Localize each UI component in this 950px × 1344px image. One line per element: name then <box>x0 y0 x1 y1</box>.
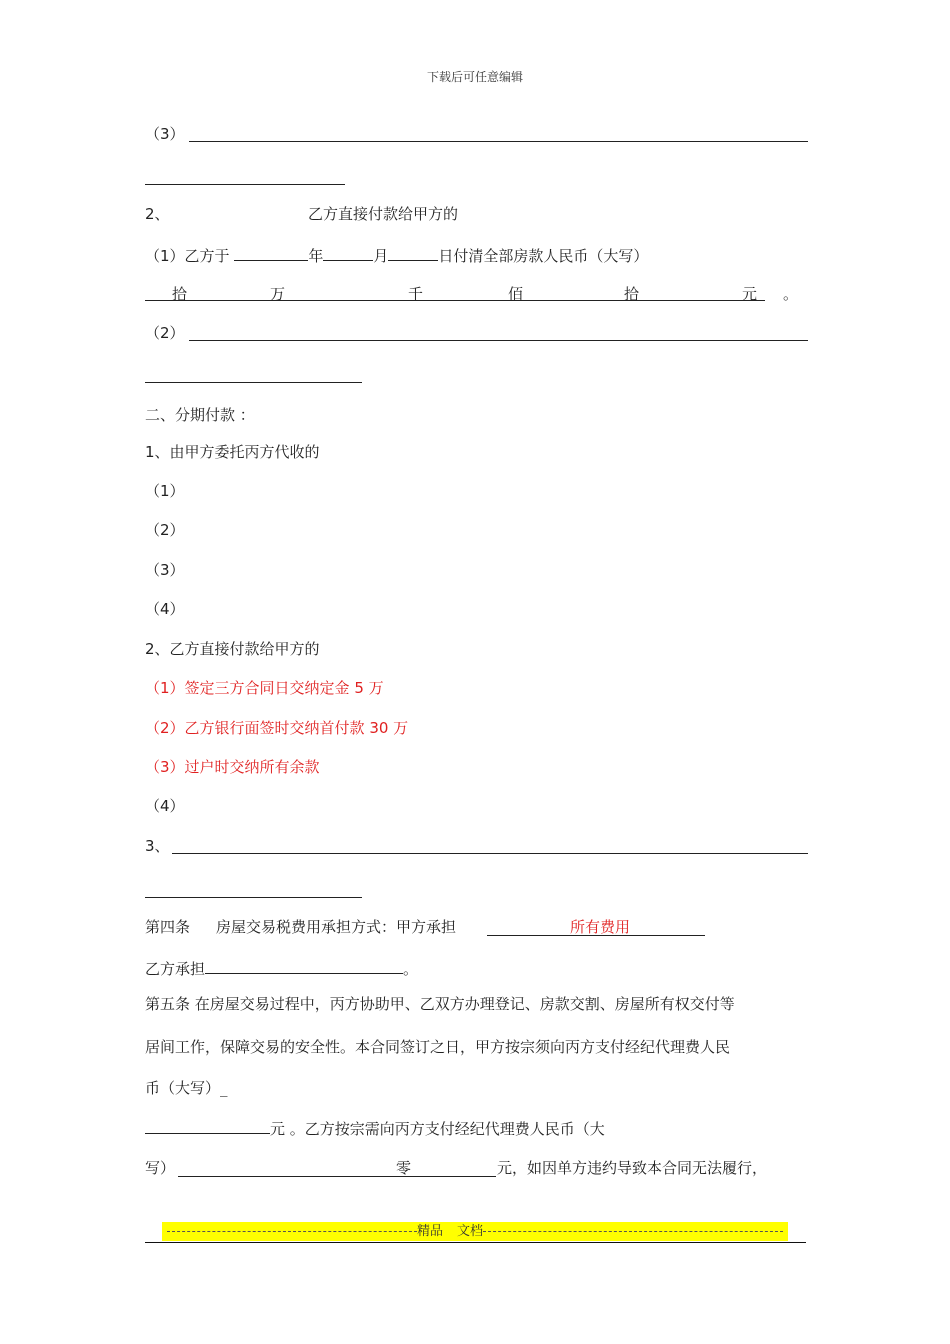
section-3-heading: 3、 <box>145 837 170 855</box>
list-item-red: （3）过户时交纳所有余款 <box>145 758 320 776</box>
article-5-line-3: 币（大写）_ <box>145 1079 228 1097</box>
divider <box>167 1231 417 1232</box>
item-3-line <box>145 124 185 144</box>
fill-zero: 零 <box>396 1159 412 1177</box>
footer-rule <box>145 1242 806 1243</box>
amount-unit-yuan: 元 <box>742 285 758 303</box>
underline <box>145 184 345 185</box>
blank <box>145 1117 270 1134</box>
amount-unit-qian: 千 <box>408 285 424 303</box>
underline <box>178 1176 496 1177</box>
article-4-line <box>145 917 456 937</box>
article-5-line-1: 第五条 在房屋交易过程中，丙方协助甲、乙双方办理登记、房款交割、房屋所有权交付等 <box>145 995 735 1013</box>
text-segment: 月 <box>373 247 389 265</box>
amount-end: 。 <box>783 285 799 303</box>
item-2-line <box>145 323 185 343</box>
article-5-line-5-end: 元，如因单方违约导致本合同无法履行， <box>497 1159 768 1177</box>
article-number: 第四条 <box>145 918 191 936</box>
text-segment: 房屋交易税费用承担方式：甲方承担 <box>216 918 457 936</box>
amount-underline <box>145 300 765 301</box>
list-item: （3） <box>145 561 185 579</box>
section-2-title <box>308 204 458 224</box>
amount-unit-bai: 佰 <box>508 285 524 303</box>
underline <box>189 340 808 341</box>
underline <box>145 382 362 383</box>
month-blank <box>323 244 373 261</box>
divider <box>483 1231 783 1232</box>
section-number: 2、 <box>145 205 170 223</box>
text-segment: 元 。乙方按宗需向丙方支付经纪代理费人民币（大 <box>270 1120 605 1138</box>
amount-unit-wan: 万 <box>270 285 286 303</box>
list-item: （4） <box>145 600 185 618</box>
article-5-line-5 <box>145 1158 175 1178</box>
page-header: 下载后可任意编辑 <box>426 70 523 84</box>
day-blank <box>388 244 438 261</box>
list-item: （2） <box>145 521 185 539</box>
section-2-heading <box>145 204 170 224</box>
text-segment: （1）乙方于 <box>145 247 230 265</box>
section-2b-heading: 2、乙方直接付款给甲方的 <box>145 640 320 658</box>
amount-unit-shi: 拾 <box>172 285 188 303</box>
underline <box>189 141 808 142</box>
text-segment: 年 <box>308 247 324 265</box>
list-item-red: （1）签定三方合同日交纳定金 5 万 <box>145 679 384 697</box>
text-segment: 写） <box>145 1159 176 1177</box>
article-4-fill: 所有费用 <box>570 918 631 936</box>
list-item: （4） <box>145 797 185 815</box>
section-title: 乙方直接付款给甲方的 <box>308 205 459 223</box>
footer-text: 文档 <box>457 1224 484 1239</box>
text-segment: 乙方承担 <box>145 960 206 978</box>
article-5-line-4 <box>145 1117 605 1139</box>
text-segment: 日付清全部房款人民币（大写） <box>438 247 649 265</box>
list-item: （1） <box>145 482 185 500</box>
list-item-red: （2）乙方银行面签时交纳首付款 30 万 <box>145 719 409 737</box>
footer-banner <box>162 1222 788 1241</box>
full-payment-line <box>145 244 648 266</box>
item-label: （2） <box>145 324 185 342</box>
footer-text: 精品 <box>416 1224 443 1239</box>
section-1-heading: 1、由甲方委托丙方代收的 <box>145 443 320 461</box>
year-blank <box>234 244 308 261</box>
underline <box>145 897 362 898</box>
article-5-line-2: 居间工作，保障交易的安全性。本合同签订之日，甲方按宗须向丙方支付经纪代理费人民 <box>145 1038 731 1056</box>
article-4-second-line <box>145 957 418 979</box>
text-segment: 。 <box>403 960 419 978</box>
part-2-heading: 二、分期付款 ： <box>145 406 255 424</box>
amount-unit-shi2: 拾 <box>624 285 640 303</box>
underline <box>172 853 808 854</box>
blank <box>205 957 403 974</box>
item-label: （3） <box>145 125 185 143</box>
